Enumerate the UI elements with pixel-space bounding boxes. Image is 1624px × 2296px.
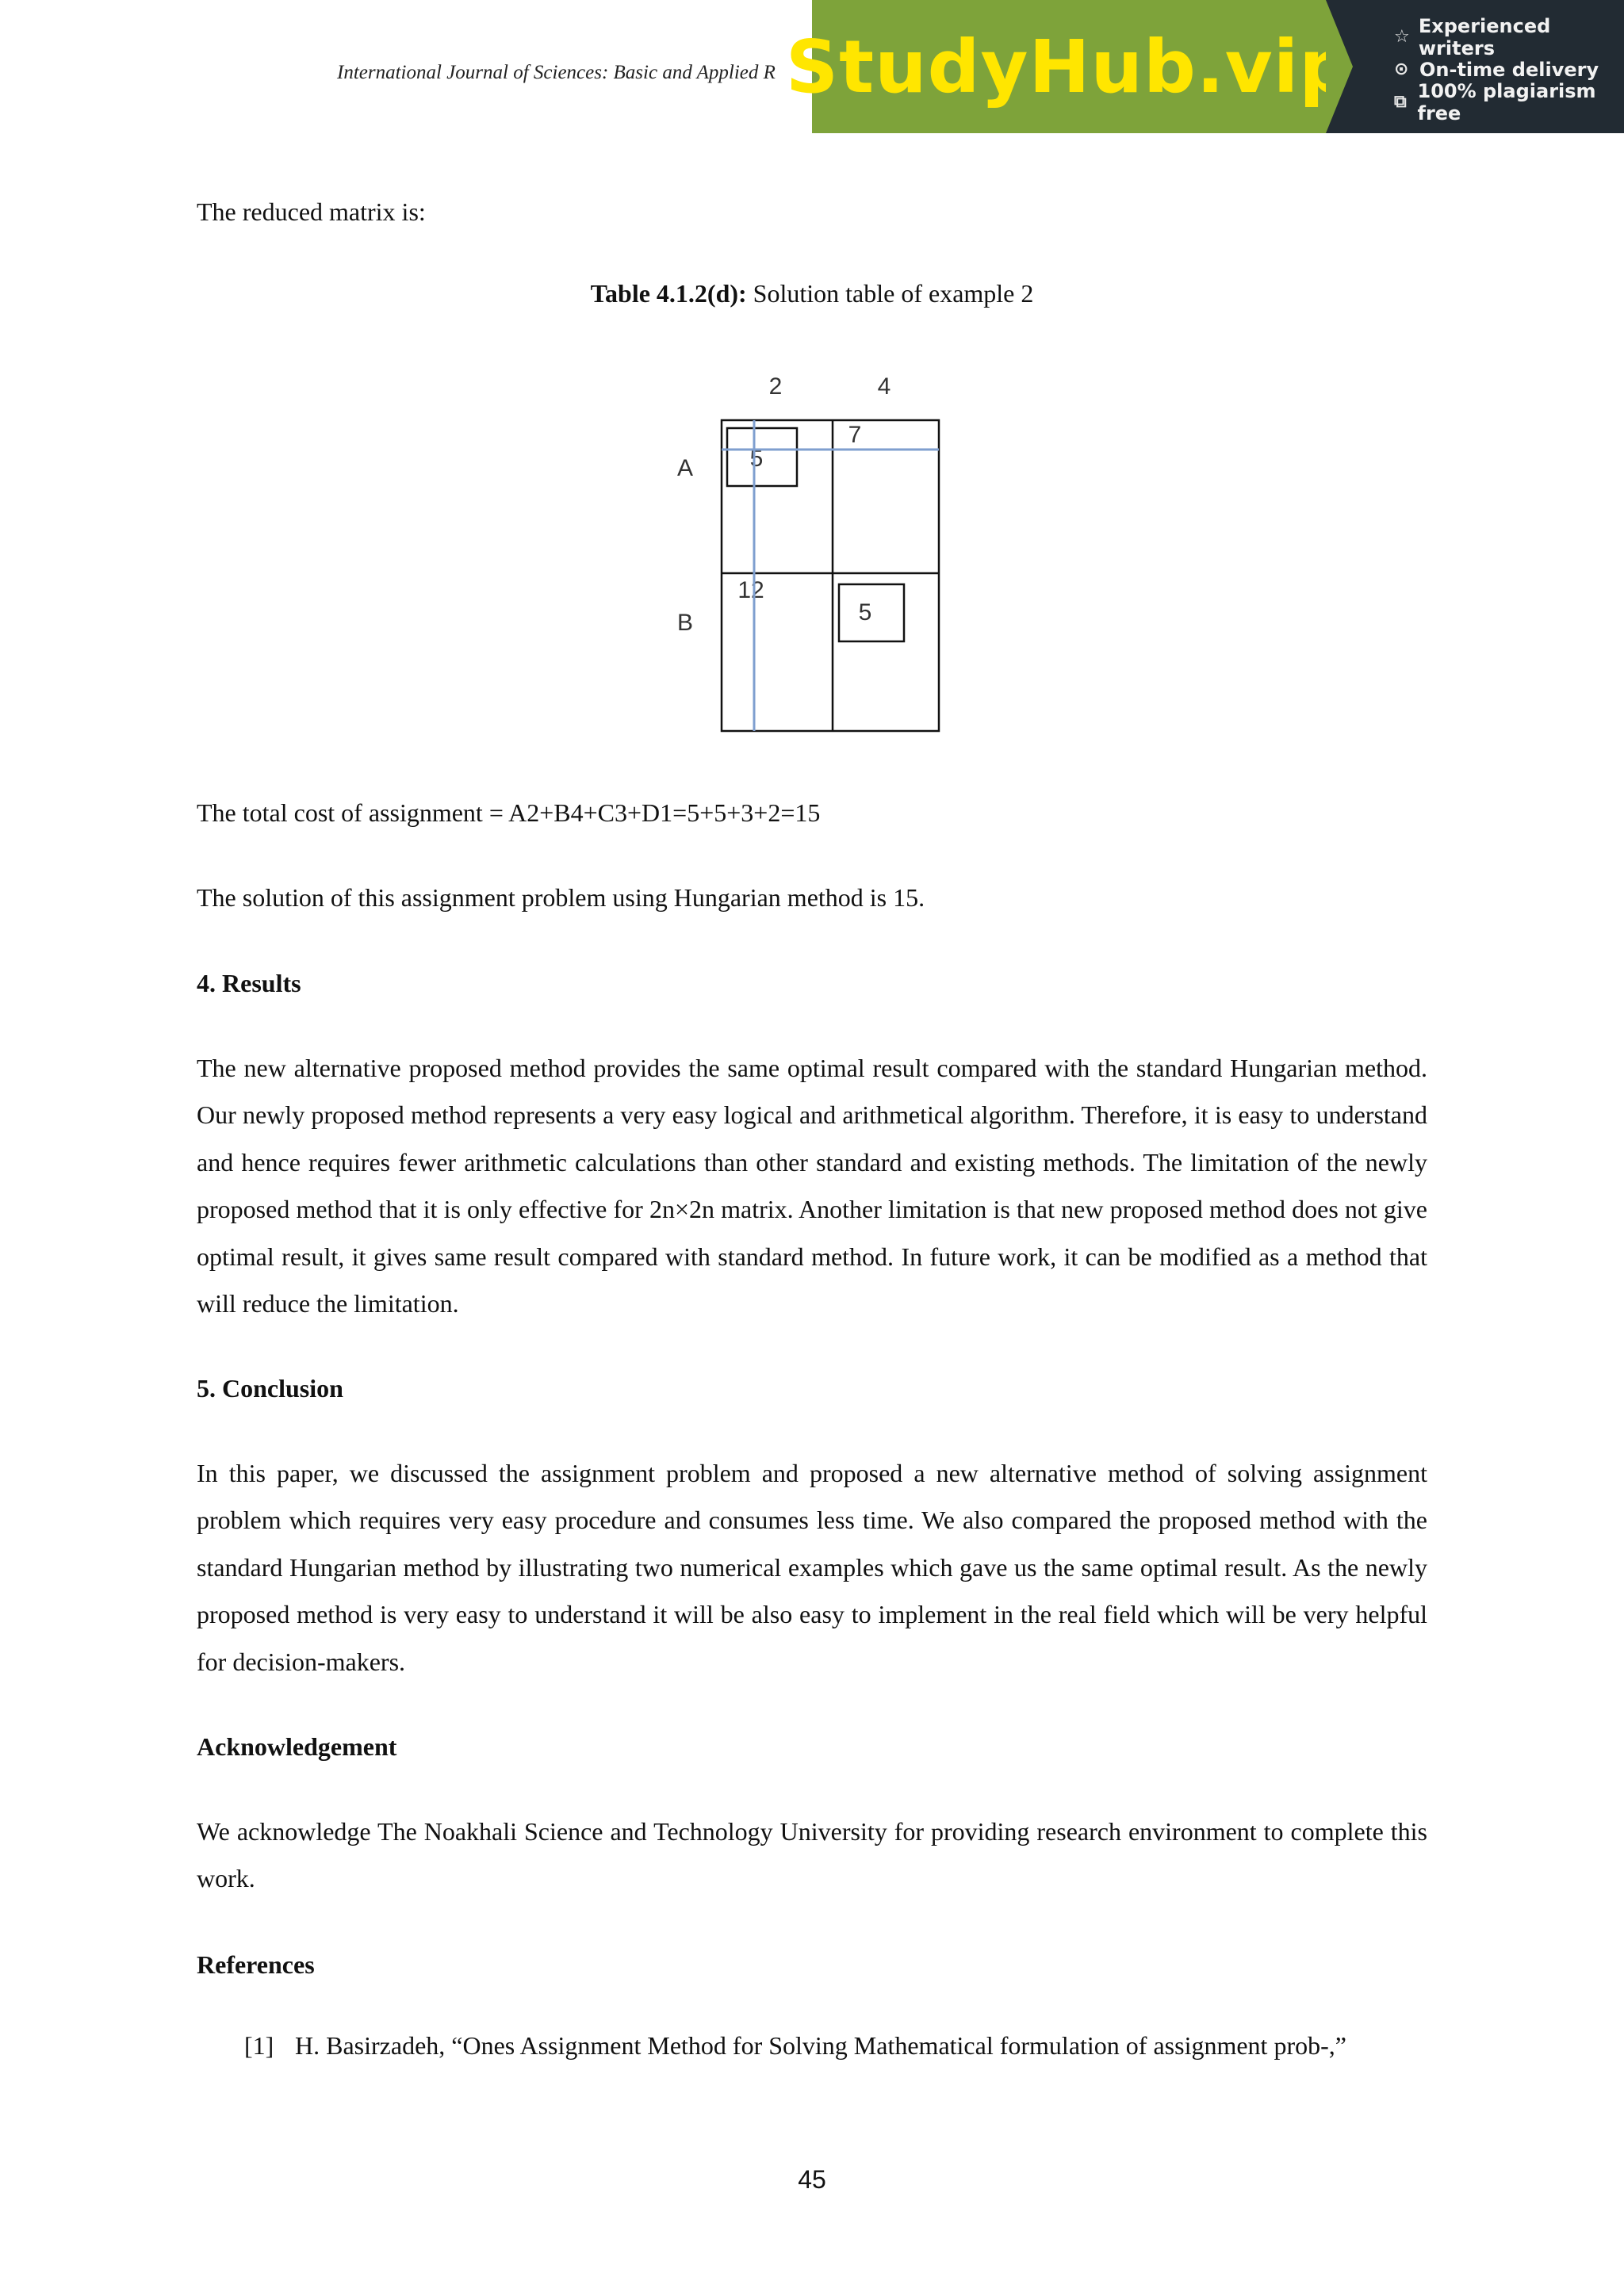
acknowledgement-text: We acknowledge The Noakhali Science and Technology University for providing research environment to complete this work. bbox=[197, 1817, 1427, 1893]
table-caption-text: Solution table of example 2 bbox=[746, 279, 1034, 308]
reference-number: [1] bbox=[244, 2031, 274, 2060]
matrix-cell-value: 5 bbox=[858, 599, 872, 626]
clock-icon: ⊙ bbox=[1394, 59, 1409, 79]
total-cost-text: The total cost of assignment = A2+B4+C3+D1=5+5+3+2=15 bbox=[197, 798, 821, 827]
matrix-cell-value: 12 bbox=[737, 577, 764, 603]
acknowledgement-heading: Acknowledgement bbox=[197, 1732, 397, 1761]
results-heading: 4. Results bbox=[197, 969, 301, 997]
ad-feature-text: 100% plagiarism free bbox=[1417, 79, 1596, 124]
solution-text: The solution of this assignment problem using Hungarian method is 15. bbox=[197, 883, 925, 912]
copy-icon: ⧉ bbox=[1394, 92, 1407, 112]
ad-feature-text: Experienced writers bbox=[1418, 14, 1551, 59]
matrix-cell-value: 7 bbox=[848, 422, 862, 448]
matrix-col-label: 2 bbox=[768, 373, 783, 400]
reference-item bbox=[244, 2031, 1346, 2061]
references-heading: References bbox=[197, 1950, 315, 1979]
page-number: 45 bbox=[798, 2165, 826, 2194]
star-icon: ☆ bbox=[1394, 27, 1410, 47]
conclusion-heading: 5. Conclusion bbox=[197, 1374, 343, 1402]
matrix-row-label: A bbox=[676, 455, 694, 481]
reference-text: H. Basirzadeh, “Ones Assignment Method for Solving Mathematical formulation of assignment prob-,” bbox=[295, 2031, 1346, 2060]
results-text: The new alternative proposed method provides the same optimal result compared with the standard Hungarian method. Our newly proposed method represents a very easy logical and arithmetical algorithm. Therefore, it is easy to understand and hence requires fewer arithmetic calculations than other standard and existing methods. The limitation of the newly proposed method that it is only effective for 2n×2n matrix. Another limitation is that new proposed method does not give optimal result, it gives same result compared with standard method. In future work, it can be modified as a method that will reduce the limitation. bbox=[197, 1054, 1427, 1318]
matrix-col-label: 4 bbox=[877, 373, 891, 400]
reduced-matrix-figure bbox=[0, 0, 1624, 753]
journal-header: International Journal of Sciences: Basic and Applied R bbox=[337, 62, 776, 83]
matrix-cell-value: 5 bbox=[749, 446, 764, 472]
ad-logo-text: StudyHub.vip bbox=[785, 24, 1353, 109]
table-caption-label: Table 4.1.2(d): bbox=[590, 279, 747, 308]
intro-text: The reduced matrix is: bbox=[197, 197, 426, 226]
ad-feature-text: On-time delivery bbox=[1419, 58, 1599, 81]
conclusion-text: In this paper, we discussed the assignment problem and proposed a new alternative method of solving assignment problem which requires very easy procedure and consumes less time. We also compared the proposed method with the standard Hungarian method by illustrating two numerical examples which gave us the same optimal result. As the newly proposed method is very easy to understand it will be also easy to implement in the real field which will be very helpful for decision-makers. bbox=[197, 1459, 1427, 1676]
matrix-row-label: B bbox=[676, 610, 694, 636]
